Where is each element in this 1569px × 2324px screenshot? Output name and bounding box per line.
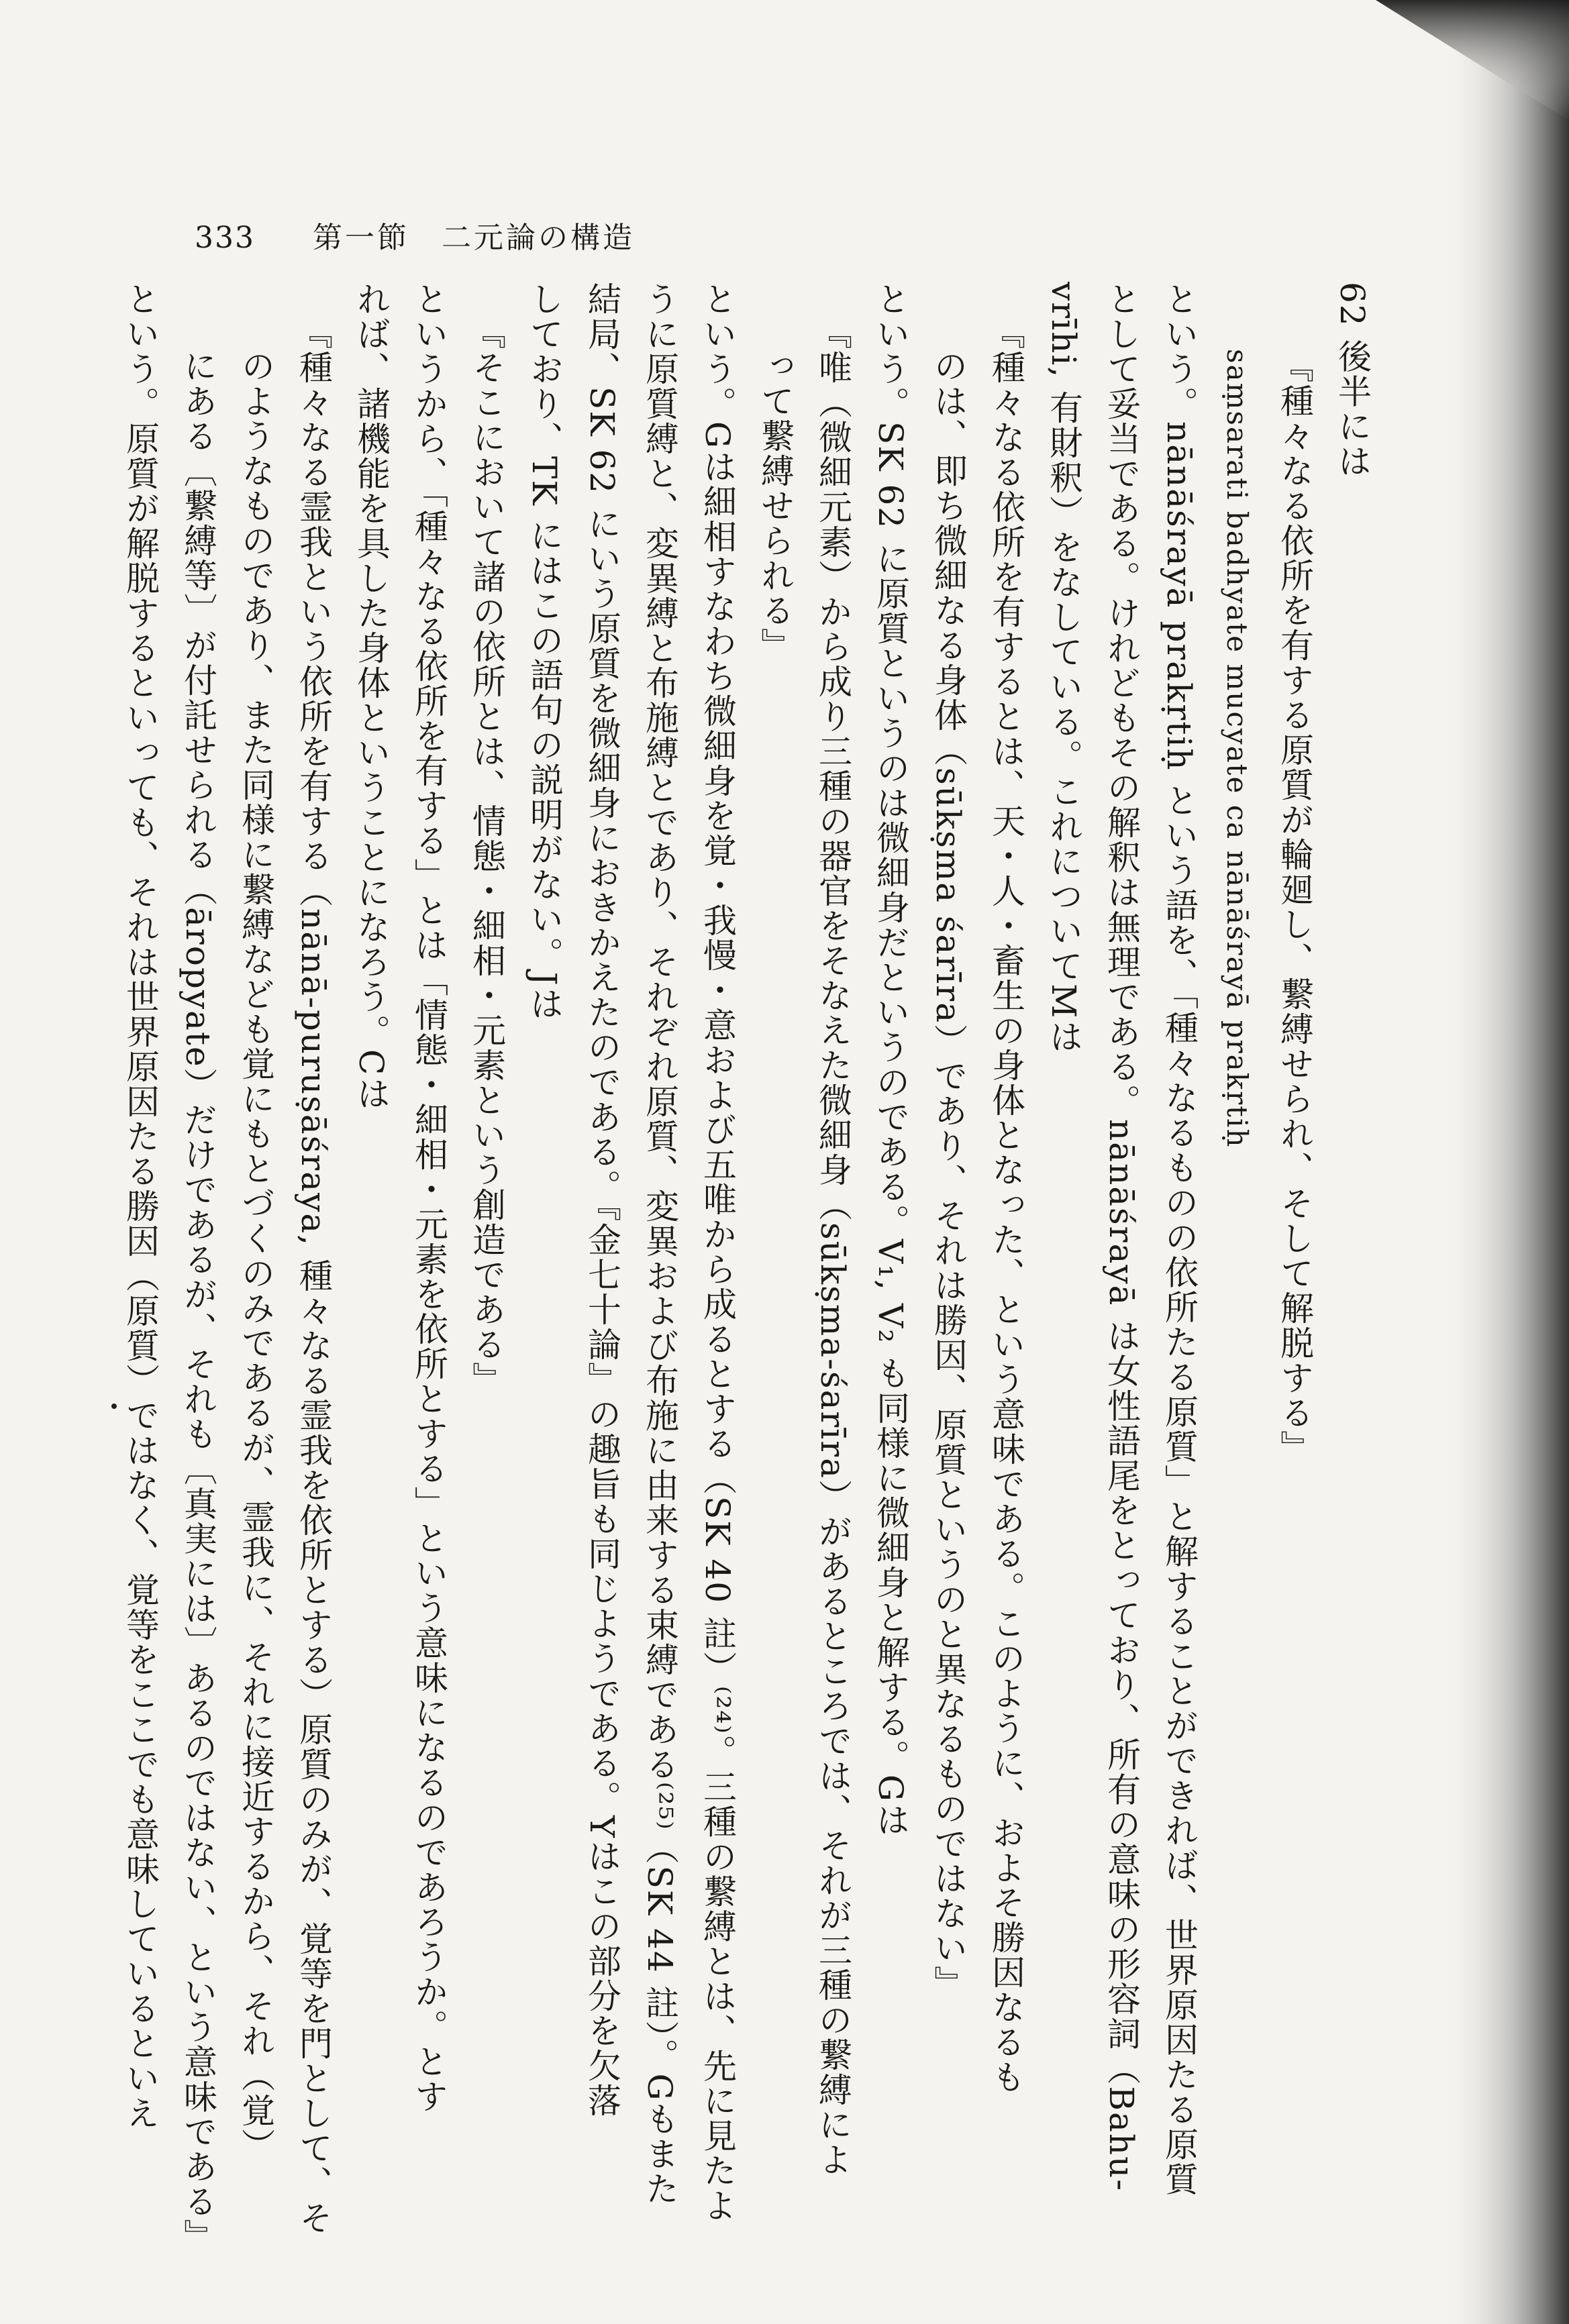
text-line: 『種々なる依所を有する原質が輪廻し、繋縛せられ、そして解脱する』	[1275, 349, 1314, 1465]
section-title: 第一節 二元論の構造	[312, 221, 635, 255]
text-line: 『種々なる霊我という依所を有する（nānā-puruṣāśraya, 種々なる霊我を依所とする）原質のみが、覚等を門として、そ	[294, 315, 333, 2235]
text-line: のは、即ち微細なる身体（sūkṣma śarīra）であり、それは勝因、原質というのと異なるものではない』	[929, 349, 968, 2001]
text-line: 『種々なる依所を有するとは、天・人・畜生の身体となった、という意味である。このように、およそ勝因なるも	[986, 315, 1025, 2095]
page-number: 333	[195, 221, 255, 255]
text-line: 62 後半には	[1333, 282, 1372, 479]
text-line: vrīhi, 有財釈）をなしている。これについてMは	[1044, 282, 1083, 1055]
text-line: うに原質縛と、変異縛と布施縛とであり、それぞれ原質、変異および布施に由来する束縛である⁽²⁵⁾（SK 44 註）。Gもまた	[640, 282, 679, 2207]
text-line: 結局、SK 62 にいう原質を微細身におきかえたのである。『金七十論』の趣旨も同じようである。Yはこの部分を欠落	[583, 282, 621, 2119]
text-line: 『唯（微細元素）から成り三種の器官をそなえた微細身（sūkṣma-śarīra）があるところでは、それが三種の繋縛によ	[813, 315, 852, 2178]
text-line: saṃsarati badhyate mucyate ca nānāśrayā prakṛtiḥ	[1221, 349, 1254, 1149]
text-line: にある〔繋縛等〕が付託せられる（āropyate）だけであるが、それも〔真実には〕あるのではない、という意味である』	[179, 349, 217, 2254]
stray-mark	[111, 1404, 117, 1409]
text-line: として妥当である。けれどもその解釈は無理である。nānāśrayā は女性語尾をとっており、所有の意味の形容詞（Bahu-	[1102, 282, 1141, 2193]
running-head	[195, 213, 635, 256]
body-text	[121, 282, 1381, 2254]
text-line: という。nānāśrayā prakṛtiḥ という語を、「種々なるものの依所たる原質」と解することができれば、世界原因たる原質	[1160, 282, 1199, 2197]
text-line: れば、諸機能を具した身体ということになろう。Cは	[352, 282, 391, 1112]
text-line: というから、「種々なる依所を有する」とは「情態・細相・元素を依所とする」という意味になるのであろうか。とす	[409, 282, 448, 2114]
text-line: しており、TK にはこの語句の説明がない。Jは	[525, 282, 564, 1022]
text-line: という。Gは細相すなわち微細身を覚・我慢・意および五唯から成るとする（SK 40 註）⁽²⁴⁾。三種の繋縛とは、先に見たよ	[698, 282, 737, 2223]
text-line: 『そこにおいて諸の依所とは、情態・細相・元素という創造である』	[467, 315, 506, 1397]
text-line: って繋縛せられる』	[756, 349, 795, 663]
text-line: のようなものであり、また同様に繋縛なども覚にもとづくのみであるが、霊我に、それに接近するから、それ（覚）	[236, 349, 275, 2163]
text-line: という。原質が解脱するといっても、それは世界原因たる勝因（原質）ではなく、覚等をここでも意味しているといえ	[121, 282, 160, 2131]
text-line: という。SK 62 に原質というのは微細身だというのである。V₁, V₂ も同様に微細身と解する。Gは	[871, 282, 910, 1838]
